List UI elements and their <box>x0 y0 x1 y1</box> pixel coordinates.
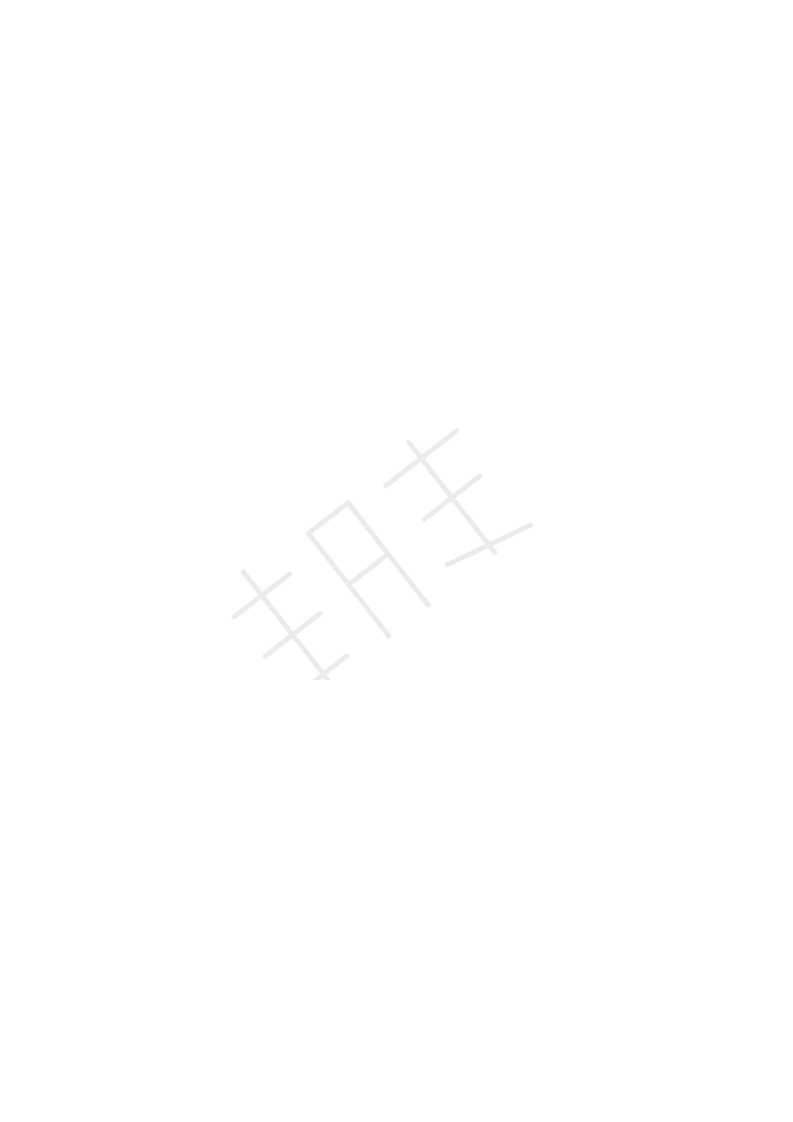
watermark-stamp <box>185 420 585 680</box>
